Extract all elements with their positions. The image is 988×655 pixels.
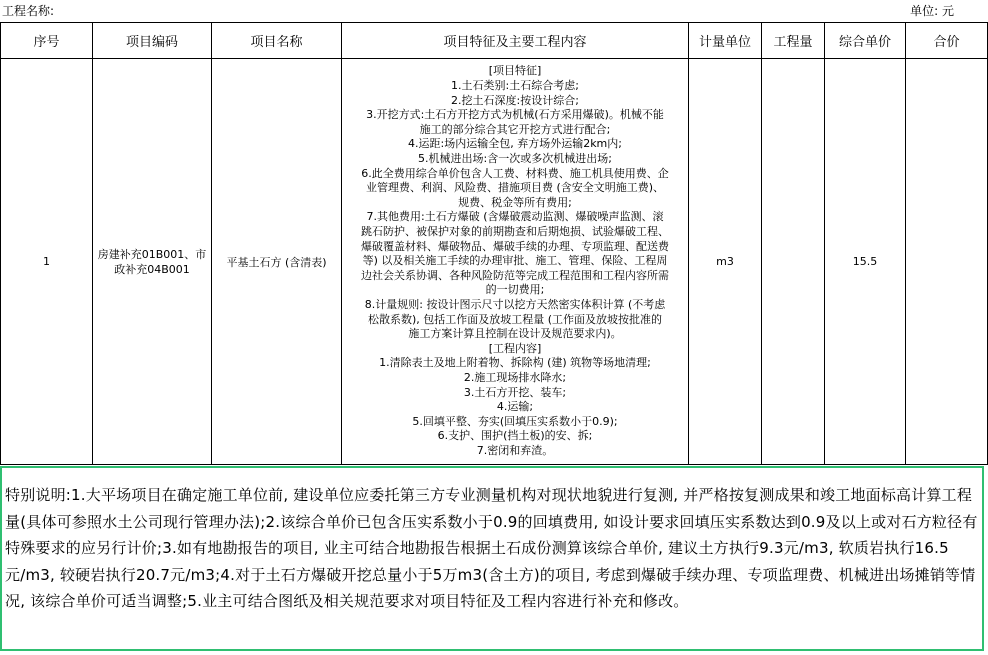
column-header-code: 项目编码 [93, 23, 212, 59]
spec-line: 施工的部分综合其它开挖方式进行配合; [419, 122, 611, 136]
bill-of-quantities-table [0, 22, 988, 465]
spec-line: [工程内容] [488, 341, 542, 355]
spec-line: 2.施工现场排水降水; [463, 370, 567, 384]
column-header-total: 合价 [906, 23, 988, 59]
spec-line: 7.密闭和弃渣。 [476, 443, 554, 457]
spec-line: 3.开挖方式:土石方开挖方式为机械(石方采用爆破)。机械不能 [366, 108, 664, 122]
column-header-index: 序号 [1, 23, 93, 59]
spec-line: 6.支护、围护(挡土板)的安、拆; [437, 429, 593, 443]
row-unit-price: 15.5 [825, 59, 906, 465]
spec-line: 跳石防护、被保护对象的前期勘查和后期炮损、试验爆破工程、 [361, 225, 669, 239]
spec-line: 规费、税金等所有费用; [458, 195, 572, 209]
column-header-quantity: 工程量 [762, 23, 825, 59]
spec-line: 7.其他费用:土石方爆破 (含爆破震动监测、爆破噪声监测、滚 [366, 210, 664, 224]
spec-line: 边社会关系协调、各种风险防范等完成工程范围和工程内容所需 [361, 268, 669, 282]
spec-line: 8.计量规则: 按设计图示尺寸以挖方天然密实体积计算 (不考虑 [364, 297, 666, 311]
spec-line: 2.挖土石深度:按设计综合; [451, 93, 579, 107]
spec-line: 6.此全费用综合单价包含人工费、材料费、施工机具使用费、企 [361, 166, 669, 180]
table-row [1, 59, 988, 465]
row-unit: m3 [689, 59, 762, 465]
row-spec [342, 59, 689, 465]
spec-line: 施工方案计算且控制在设计及规范要求内)。 [408, 327, 622, 341]
table-header-row [1, 23, 988, 59]
row-quantity [762, 59, 825, 465]
spec-line: 爆破覆盖材料、爆破物品、爆破手续的办理、专项监理、配送费 [361, 239, 669, 253]
spec-line: 等) 以及相关施工手续的办理审批、施工、管理、保险、工程周 [362, 254, 668, 268]
spec-line: 1.土石类别:土石综合考虑; [451, 79, 579, 93]
row-index: 1 [1, 59, 93, 465]
column-header-unit-price: 综合单价 [825, 23, 906, 59]
row-name: 平基土石方 (含清表) [212, 59, 342, 465]
unit-label: 单位: 元 [910, 4, 954, 18]
spec-line: 松散系数), 包括工作面及放坡工程量 (工作面及放坡按批准的 [367, 312, 663, 326]
row-code: 房建补充01B001、市政补充04B001 [93, 59, 212, 465]
spec-line: 4.运输; [496, 400, 534, 414]
spec-line: 的一切费用; [485, 283, 545, 297]
column-header-name: 项目名称 [212, 23, 342, 59]
spec-line: 1.清除表土及地上附着物、拆除构 (建) 筑物等场地清理; [379, 356, 651, 370]
spec-line: 4.运距:场内运输全包, 弃方场外运输2km内; [408, 137, 622, 151]
column-header-unit: 计量单位 [689, 23, 762, 59]
spec-line: 5.机械进出场:含一次或多次机械进出场; [418, 152, 612, 166]
column-header-spec: 项目特征及主要工程内容 [342, 23, 689, 59]
spec-line: [项目特征] [488, 64, 542, 78]
special-note: 特别说明:1.大平场项目在确定施工单位前, 建设单位应委托第三方专业测量机构对现状地貌进行复测, 并严格按复测成果和竣工地面标高计算工程量(具体可参照水土公司现行管理办法);2.该综合单价已包含压实系数小于0.9的回填费用, 如设计要求回填压实系数达到0.9及以上或对石方粒径有特殊要求的应另行计价;3.如有地勘报告的项目, 业主可结合地勘报告根据土石成份测算该综合单价, 建议土方执行9.3元/m3, 软质岩执行16.5元/m3, 较硬岩执行20.7元/m3;4.对于土石方爆破开挖总量小于5万m3(含土方)的项目, 考虑到爆破手续办理、专项监理费、机械进出场摊销等情况, 该综合单价可适当调整;5.业主可结合图纸及相关规范要求对项目特征及工程内容进行补充和修改。 [0, 466, 984, 651]
project-name-label: 工程名称: [2, 4, 55, 18]
spec-line: 3.土石方开挖、装车; [463, 385, 567, 399]
row-total [906, 59, 988, 465]
spec-line: 业管理费、利润、风险费、措施项目费 (含安全文明施工费)、 [365, 181, 665, 195]
spec-line: 5.回填平整、夯实(回填压实系数小于0.9); [412, 414, 618, 428]
